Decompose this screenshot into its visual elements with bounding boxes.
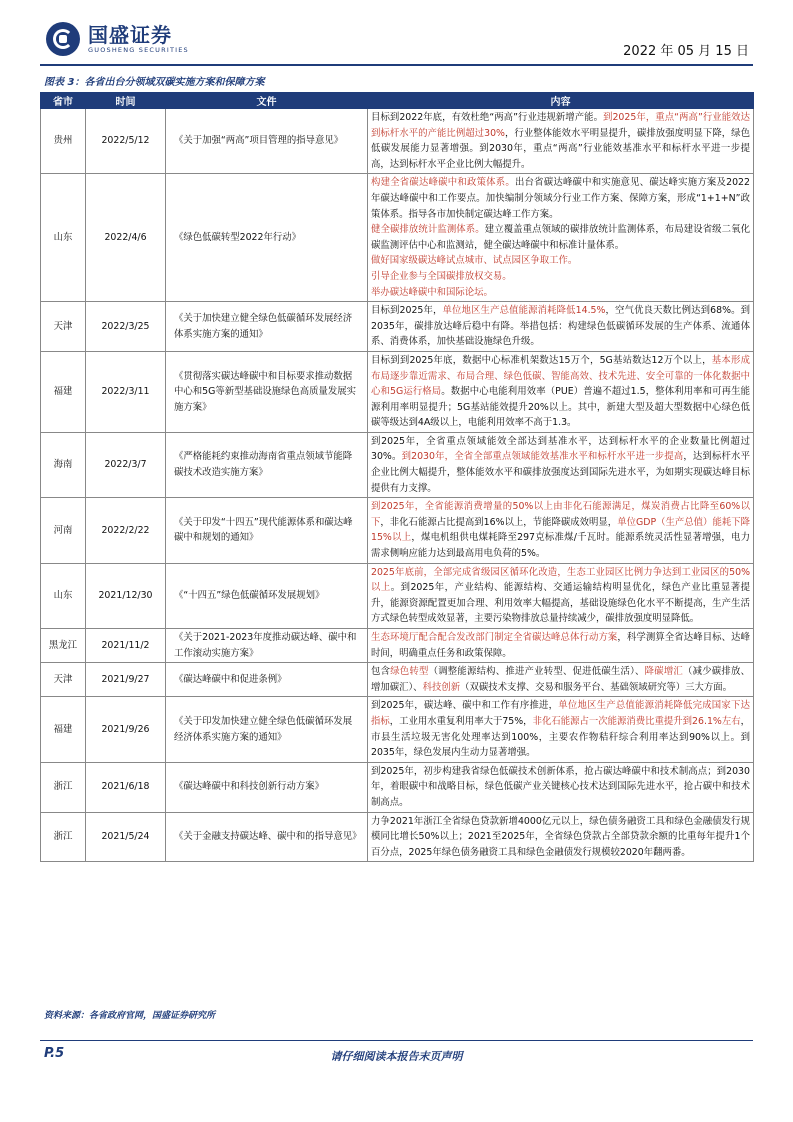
table-row: [41, 563, 754, 628]
province-cell: 山东: [41, 174, 86, 302]
content-text: 到2025年，全省重点领域能效全部达到基准水平，达到标杆水平的企业数量比例超过30%。: [371, 435, 750, 463]
highlight-text: 非化石能源占一次能源消费比重提升到26.1%左右: [532, 715, 741, 727]
content-text: ，工业用水重复利用率大于75%，: [389, 715, 533, 727]
source-note: 资料来源：各省政府官网，国盛证券研究所: [44, 1011, 216, 1021]
content-cell: [368, 629, 754, 663]
document-cell: 《碳达峰碳中和促进条例》: [166, 663, 368, 697]
content-text: 到2025年，初步构建我省绿色低碳技术创新体系，抢占碳达峰碳中和技术制高点；到2030年，着眼碳中和战略目标，绿色低碳产业关键核心技术达到国际先进水平，抢占碳中和技术制高点。: [371, 765, 750, 808]
content-text: 。数据中心电能利用效率（PUE）普遍不超过1.5，整体利用率和可再生能源利用率明显提升；5G基站能效提升20%以上。其中，新建大型及超大型数据中心绿色低碳等级达到4A级以上，电能利用效率不高于1.3。: [371, 386, 750, 429]
document-cell: 《关于2021-2023年度推动碳达峰、碳中和工作滚动实施方案》: [166, 629, 368, 663]
document-cell: 《碳达峰碳中和科技创新行动方案》: [166, 762, 368, 812]
content-text: 。到2025年，产业结构、能源结构、交通运输结构明显优化，绿色产业比重显著提升，能源资源配置更加合理、利用效率大幅提高，基础设施绿色化水平不断提高，生产生活方式绿色转型成效显著，主要污染物排放总量持续减少，碳排放强度明显降低。: [371, 582, 750, 625]
content-cell: [368, 432, 754, 497]
content-cell: [368, 174, 754, 302]
province-cell: 福建: [41, 351, 86, 432]
content-cell: [368, 302, 754, 352]
logo-icon: [46, 22, 80, 56]
company-logo: [46, 22, 189, 56]
content-text: （双碳技术支撑、交易和服务平台、基础领域研究等）三大方面。: [460, 681, 732, 693]
content-text: ，非化石能源占比提高到16%以上，节能降碳成效明显，: [380, 516, 618, 528]
content-text: 目标到到2025年底，数据中心标准机架数达15万个，5G基站数达12万个以上，: [371, 354, 712, 366]
highlight-text: 到2025年，重点“两高”行业能效达到标杆水平的产能比例超过30%: [371, 112, 750, 139]
content-text: ，达到标杆水平企业比例大幅提升，整体能效水平和碳排放强度达到国际先进水平，为如期实现碳达峰目标提供有力支撑。: [371, 451, 750, 494]
table-row: [41, 432, 754, 497]
content-text: 目标到2025年，: [371, 305, 443, 317]
time-cell: 2022/4/6: [86, 174, 166, 302]
content-cell: [368, 812, 754, 862]
province-cell: 天津: [41, 663, 86, 697]
content-cell: [368, 663, 754, 697]
content-cell: [368, 351, 754, 432]
time-cell: 2022/5/12: [86, 109, 166, 174]
table-row: [41, 498, 754, 563]
table-row: [41, 351, 754, 432]
content-text: 力争2021年浙江全省绿色贷款新增4000亿元以上，绿色债务融资工具和绿色金融债发行规模同比增长50%以上；2021至2025年，全省绿色贷款占全部贷款余额的比重每年提升1个百分点，2025年绿色债务融资工具和绿色金融债发行规模较2020年翻两番。: [371, 815, 750, 858]
highlight-text: 健全碳排放统计监测体系。: [371, 224, 485, 236]
table-body: [41, 109, 754, 862]
highlight-text: 2025年底前，全部完成省级园区循环化改造，生态工业园区比例力争达到工业园区的50%以上: [371, 566, 750, 594]
time-cell: 2021/9/27: [86, 663, 166, 697]
document-cell: 《绿色低碳转型2022年行动》: [166, 174, 368, 302]
content-text: ，煤电机组供电煤耗降至297克标准煤/千瓦时。能源系统灵活性显著增强，电力需求侧响应能力达到最高用电负荷的5%。: [371, 532, 751, 560]
document-cell: 《关于印发加快建立健全绿色低碳循环发展经济体系实施方案的通知》: [166, 697, 368, 762]
time-cell: 2021/6/18: [86, 762, 166, 812]
table-row: [41, 663, 754, 697]
content-cell: [368, 697, 754, 762]
table-row: [41, 812, 754, 862]
province-cell: 山东: [41, 563, 86, 628]
page-number: P.5: [44, 1046, 65, 1061]
province-cell: 海南: [41, 432, 86, 497]
footer-divider: [40, 1040, 753, 1041]
highlight-text: 举办碳达峰碳中和国际论坛。: [371, 286, 493, 298]
page-header: [40, 18, 753, 66]
highlight-text: 单位地区生产总值能源消耗降低14.5%: [442, 305, 606, 317]
header-province: 省市: [41, 93, 86, 109]
content-text: 出台省碳达峰碳中和实施意见、碳达峰实施方案及2022年碳达峰碳中和工作要点。加快编制分领域分行业工作方案、保障方案，形成“1+1+N”政策体系。指导各市加快制定碳达峰工作方案。: [371, 177, 750, 220]
header-document: 文件: [166, 93, 368, 109]
policy-table: [40, 92, 754, 862]
disclaimer: 请仔细阅读本报告末页声明: [330, 1050, 463, 1063]
time-cell: 2021/11/2: [86, 629, 166, 663]
content-text: ，市县生活垃圾无害化处理率达到100%，主要农作物秸秆综合利用率达到90%以上。到2035年，绿色发展内生动力显著增强。: [371, 715, 750, 759]
content-cell: [368, 762, 754, 812]
content-text: 目标到2022年底，有效杜绝“两高”行业违规新增产能。: [371, 112, 604, 123]
time-cell: 2021/5/24: [86, 812, 166, 862]
time-cell: 2022/3/7: [86, 432, 166, 497]
province-cell: 浙江: [41, 762, 86, 812]
content-text: 到2025年，碳达峰、碳中和工作有序推进，: [371, 700, 559, 712]
content-text: （减少碳排放、增加碳汇）、: [371, 666, 750, 693]
figure-caption: 图表 3：各省出台分领域双碳实施方案和保障方案: [44, 77, 265, 88]
time-cell: 2022/3/11: [86, 351, 166, 432]
province-cell: 福建: [41, 697, 86, 762]
document-cell: 《关于印发“十四五”现代能源体系和碳达峰碳中和规划的通知》: [166, 498, 368, 563]
content-text: ，行业整体能效水平明显提升，碳排放强度明显下降，绿色低碳发展能力显著增强。到2030年，重点“两高”行业能效基准水平和标杆水平进一步提高，达到标杆水平企业比例大幅提升。: [371, 127, 750, 170]
document-cell: 《严格能耗约束推动海南省重点领域节能降碳技术改造实施方案》: [166, 432, 368, 497]
highlight-text: 构建全省碳达峰碳中和政策体系。: [371, 177, 515, 189]
table-row: [41, 697, 754, 762]
province-cell: 黑龙江: [41, 629, 86, 663]
header-divider: [40, 64, 753, 66]
content-cell: [368, 498, 754, 563]
document-cell: 《“十四五”绿色低碳循环发展规划》: [166, 563, 368, 628]
highlight-text: 到2025年，全省能源消费增量的50%以上由非化石能源满足，煤炭消费占比降至60%以下: [371, 501, 750, 528]
logo-english: GUOSHENG SECURITIES: [88, 45, 189, 54]
highlight-text: 做好国家级碳达峰试点城市、试点园区争取工作。: [371, 255, 578, 267]
highlight-text: 降碳增汇: [644, 666, 684, 678]
highlight-text: 引导企业参与全国碳排放权交易。: [371, 270, 512, 282]
province-cell: 天津: [41, 302, 86, 352]
table-row: [41, 174, 754, 302]
document-cell: 《关于加快建立健全绿色低碳循环发展经济体系实施方案的通知》: [166, 302, 368, 352]
highlight-text: 基本形成布局逐步靠近需求、布局合理、绿色低碳、智能高效、技术先进、安全可靠的一体化数据中心和5G运行格局: [371, 354, 750, 398]
table-row: [41, 762, 754, 812]
highlight-text: 到2030年，全省全部重点领域能效基准水平和标杆水平进一步提高: [401, 451, 684, 463]
highlight-text: 科技创新: [422, 681, 461, 693]
highlight-text: 生态环境厅配合配合发改部门制定全省碳达峰总体行动方案: [371, 632, 618, 643]
time-cell: 2021/9/26: [86, 697, 166, 762]
document-cell: 《关于金融支持碳达峰、碳中和的指导意见》: [166, 812, 368, 862]
province-cell: 贵州: [41, 109, 86, 174]
province-cell: 河南: [41, 498, 86, 563]
province-cell: 浙江: [41, 812, 86, 862]
time-cell: 2021/12/30: [86, 563, 166, 628]
table-row: [41, 629, 754, 663]
table-row: [41, 109, 754, 174]
content-text: 包含: [371, 666, 391, 678]
content-text: ，科学测算全省达峰目标、达峰时间，明确重点任务和政策保障。: [371, 632, 750, 659]
table-row: [41, 302, 754, 352]
content-cell: [368, 563, 754, 628]
content-text: （调整能源结构、推进产业转型、促进低碳生活）、: [428, 666, 645, 678]
report-date: 2022 年 05 月 15 日: [623, 44, 749, 59]
logo-name: 国盛证券: [88, 22, 172, 47]
content-cell: [368, 109, 754, 174]
highlight-text: 单位GDP（生产总值）能耗下降15%以上: [371, 516, 750, 544]
highlight-text: 绿色转型: [390, 666, 429, 678]
time-cell: 2022/2/22: [86, 498, 166, 563]
header-content: 内容: [368, 93, 754, 109]
highlight-text: 单位地区生产总值能源消耗降低完成国家下达指标: [371, 700, 750, 727]
time-cell: 2022/3/25: [86, 302, 166, 352]
content-text: ，空气优良天数比例达到68%。到2035年，碳排放达峰后稳中有降。举措包括：构建绿色低碳循环发展的生产体系、流通体系、消费体系，加快基础设施绿色升级。: [371, 305, 750, 348]
document-cell: 《关于加强“两高”项目管理的指导意见》: [166, 109, 368, 174]
table-header-row: [41, 93, 754, 109]
document-cell: 《贯彻落实碳达峰碳中和目标要求推动数据中心和5G等新型基础设施绿色高质量发展实施方案》: [166, 351, 368, 432]
content-text: 建立覆盖重点领域的碳排放统计监测体系，布局建设省级二氧化碳监测评估中心和监测站，健全碳达峰碳中和标准计量体系。: [371, 224, 750, 251]
header-time: 时间: [86, 93, 166, 109]
